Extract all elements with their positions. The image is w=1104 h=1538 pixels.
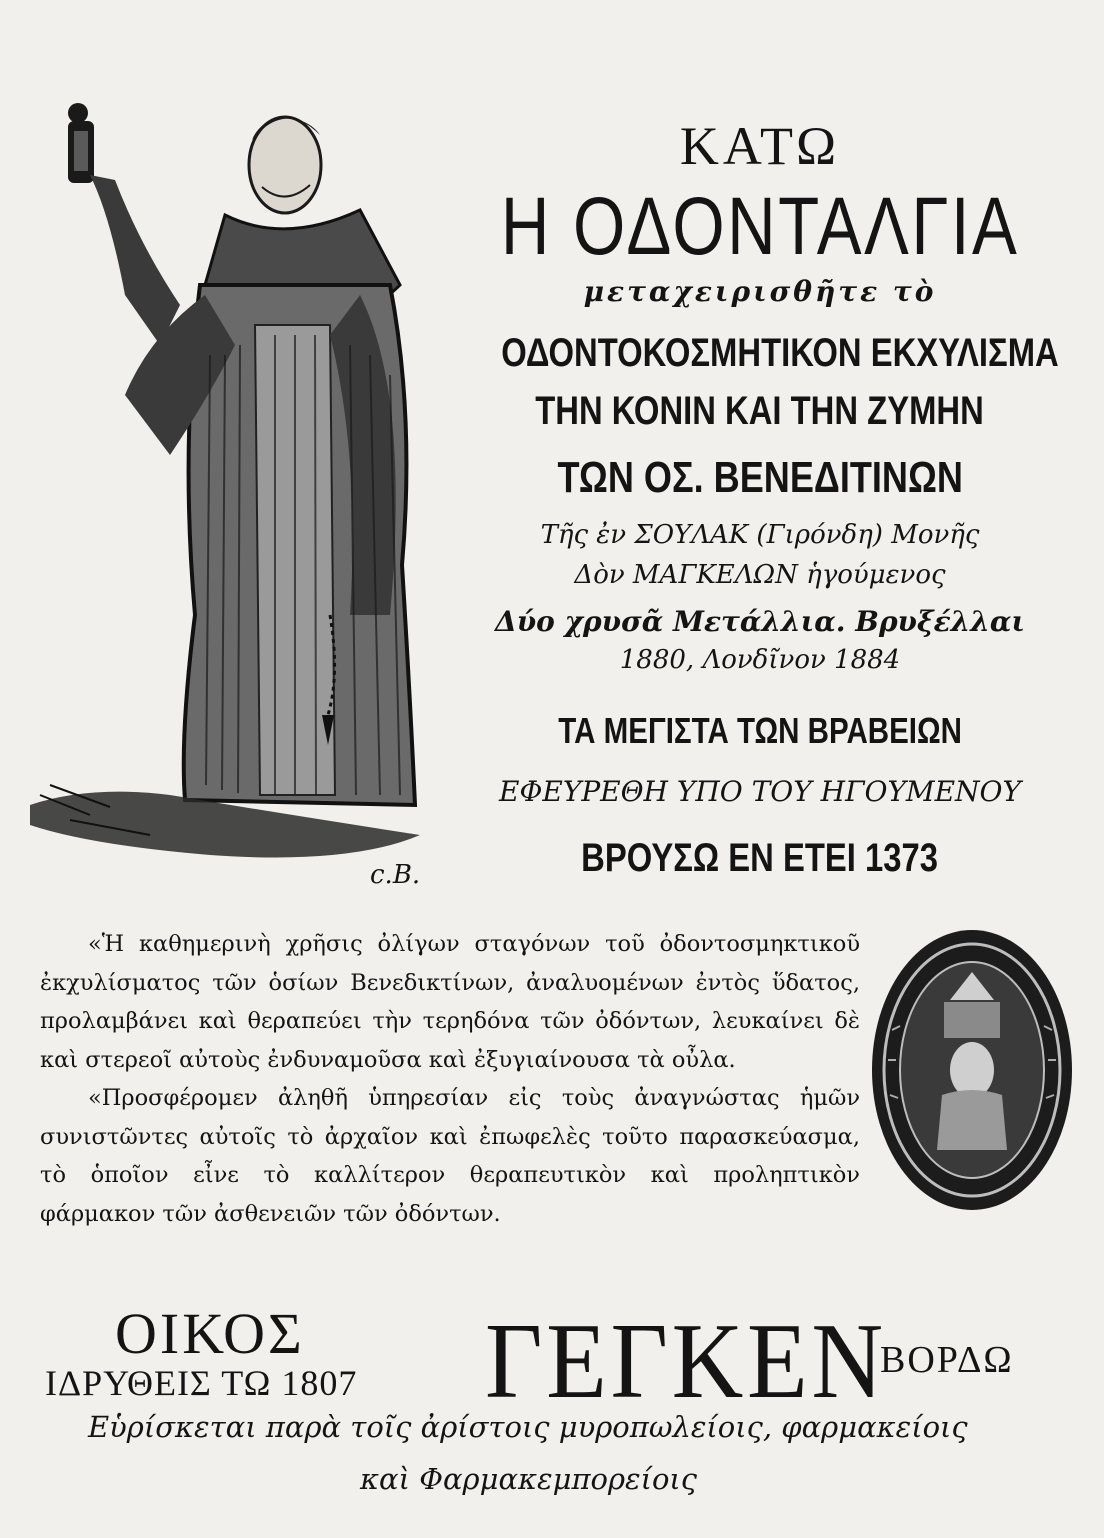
monastery-seal-icon (862, 920, 1082, 1220)
invention-year: ΒΡΟΥΣΩ ΕΝ ΕΤΕΙ 1373 (581, 836, 939, 880)
product-line-3: ΤΩΝ ΟΣ. ΒΕΝΕΔΙΤΙΝΩΝ (557, 453, 963, 502)
prize-wrap (440, 710, 1080, 752)
monastery-line-2: Δὸν ΜΑΓΚΕΛΩΝ ἡγούμενος (574, 560, 946, 590)
product-line-3-wrap (440, 452, 1080, 503)
monk-illustration (30, 95, 450, 895)
year-wrap (440, 835, 1080, 881)
founded-label: ΙΔΡΥΘΕΙΣ ΤΩ 1807 (45, 1363, 358, 1403)
bottle-icon (68, 103, 94, 183)
availability-line-2: καὶ Φαρμακεμπορείοις (360, 1462, 698, 1496)
invented-line: ΕΦΕΥΡΕΘΗ ΥΠΟ ΤΟΥ ΗΓΟΥΜΕΝΟΥ (499, 775, 1021, 808)
product-line-2: ΤΗΝ ΚΟΝΙΝ ΚΑΙ ΤΗΝ ΖΥΜΗΝ (535, 389, 985, 433)
body-paragraph-2: «Προσφέρομεν ἀληθῆ ὑπηρεσίαν εἰς τοὺς ἀναγνώστας ἡμῶν συνιστῶντες αὐτοῖς τὸ ἀρχαῖον καὶ ἐπωφελὲς τοῦτο παρασκεύασμα, τὸ ὁποῖον εἶνε τὸ καλλίτερον θεραπευτικὸν καὶ προληπτικὸν φάρμακον τῶν ἀσθενειῶν τῶν ὀδόντων. (40, 1085, 860, 1227)
house-label: ΟΙΚΟΣ (115, 1301, 305, 1366)
artist-signature: c.B. (370, 860, 421, 890)
product-line-1-wrap (440, 330, 1080, 376)
product-line-1: ΟΔΟΝΤΟΚΟΣΜΗΤΙΚΟΝ ΕΚΧΥΛΙΣΜΑ (501, 331, 1059, 375)
prize-heading: ΤΑ ΜΕΓΙΣΤΑ ΤΩΝ ΒΡΑΒΕΙΩΝ (558, 710, 962, 751)
subhead: μεταχειρισθῆτε τὸ (583, 275, 937, 308)
brand-name: ΓΕΓΚΕΝ (485, 1302, 887, 1421)
city-label: ΒΟΡΔΩ (880, 1339, 1014, 1381)
body-paragraph-1: «Ἡ καθημερινὴ χρῆσις ὀλίγων σταγόνων τοῦ ὀδοντοσμηκτικοῦ ἐκχυλίσματος τῶν ὁσίων Βενεδικτίνων, ἀναλυομένων ἐντὸς ὕδατος, προλαμβάνει καὶ θεραπεύει τὴν τερηδόνα τῶν ὀδόντων, λευκαίνει δὲ καὶ στερεοῖ αὐτοὺς ἐνδυναμοῦσα καὶ ἐξυγιαίνουσα τὰ οὖλα. (40, 931, 860, 1073)
medals-line-2: 1880, Λονδῖνον 1884 (619, 645, 901, 675)
medals-line-1: Δύο χρυσᾶ Μετάλλια. Βρυξέλλαι (495, 605, 1025, 638)
availability-line-1: Εὑρίσκεται παρὰ τοῖς ἀρίστοις μυροπωλείοις, φαρμακείοις (88, 1410, 968, 1444)
headline-wrap (440, 180, 1080, 274)
kato-heading: ΚΑΤΩ (679, 116, 841, 176)
monastery-line-1: Τῆς ἐν ΣΟΥΛΑΚ (Γιρόνδη) Μονῆς (540, 520, 980, 550)
headline: Η ΟΔΟΝΤΑΛΓΙΑ (500, 181, 1020, 272)
product-line-2-wrap (440, 388, 1080, 434)
body-text (40, 925, 860, 1233)
